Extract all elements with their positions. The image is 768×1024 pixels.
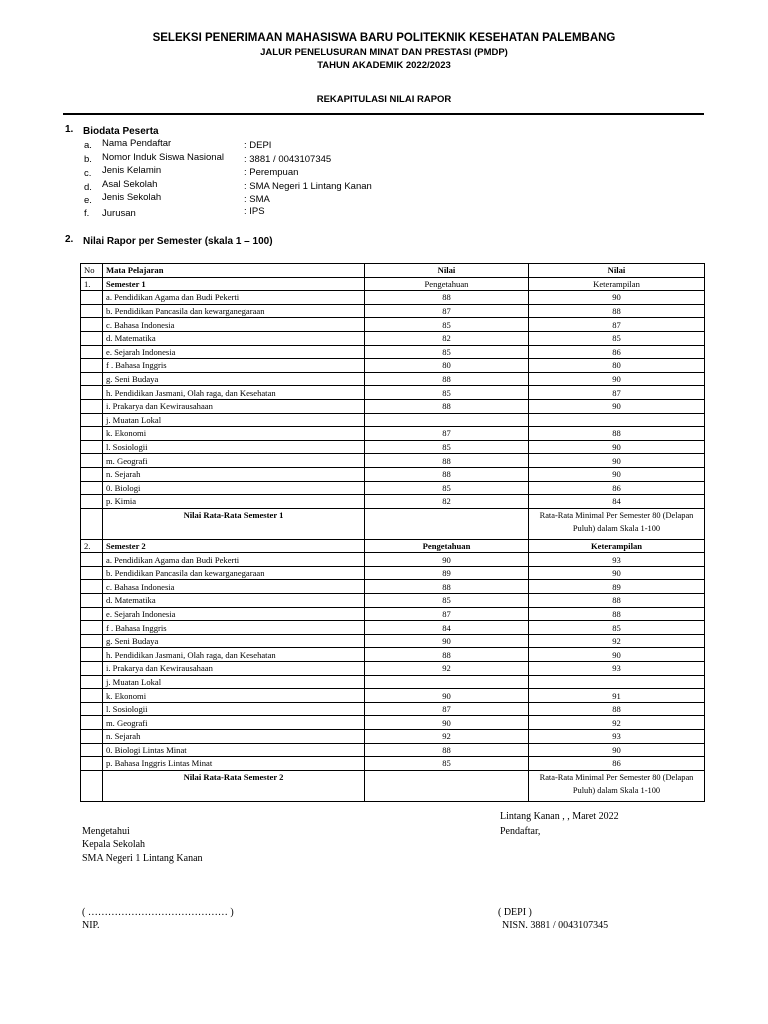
knowledge-score-cell: 80 <box>365 359 529 373</box>
knowledge-score-cell: 87 <box>365 702 529 716</box>
knowledge-score-cell: 85 <box>365 318 529 332</box>
skill-score-cell <box>529 675 705 689</box>
knowledge-score-cell: 82 <box>365 331 529 345</box>
semester-label: Semester 1 <box>103 277 365 291</box>
table-row <box>81 399 705 413</box>
row-no-cell <box>81 730 103 744</box>
bio-value-nisn: : 3881 / 0043107345 <box>244 154 332 165</box>
school-name: SMA Negeri 1 Lintang Kanan <box>82 853 203 864</box>
skill-score-cell: 86 <box>529 345 705 359</box>
skill-score-cell: 90 <box>529 467 705 481</box>
subject-cell: b. Pendidikan Pancasila dan kewarganegaraan <box>103 566 365 580</box>
row-no-cell <box>81 481 103 495</box>
subject-cell: c. Bahasa Indonesia <box>103 580 365 594</box>
subject-cell: c. Bahasa Indonesia <box>103 318 365 332</box>
table-row <box>81 716 705 730</box>
knowledge-score-cell: 88 <box>365 648 529 662</box>
bio-letter: b. <box>84 154 92 165</box>
subject-cell: m. Geografi <box>103 454 365 468</box>
skill-score-cell: 90 <box>529 399 705 413</box>
skill-score-cell: 88 <box>529 304 705 318</box>
average-label: Nilai Rata-Rata Semester 2 <box>103 770 365 801</box>
acknowledged-label: Mengetahui <box>82 826 130 837</box>
skill-score-cell: 85 <box>529 331 705 345</box>
skill-score-cell: 86 <box>529 757 705 771</box>
semester-number: 2. <box>81 539 103 553</box>
row-no-cell <box>81 304 103 318</box>
academic-year: TAHUN AKADEMIK 2022/2023 <box>317 60 451 71</box>
knowledge-score-cell: 85 <box>365 386 529 400</box>
bio-value-school-type: : SMA <box>244 194 270 205</box>
header-subject: Mata Pelajaran <box>103 264 365 278</box>
subject-cell: a. Pendidikan Agama dan Budi Pekerti <box>103 291 365 305</box>
bio-letter: d. <box>84 182 92 193</box>
row-no-cell <box>81 594 103 608</box>
registrant-name: ( DEPI ) <box>498 907 532 918</box>
semester-header-row <box>81 277 705 291</box>
row-no-cell <box>81 689 103 703</box>
knowledge-score-cell: 90 <box>365 634 529 648</box>
row-no-cell <box>81 291 103 305</box>
semester-header-row <box>81 539 705 553</box>
skill-score-cell: 91 <box>529 689 705 703</box>
row-no-cell <box>81 427 103 441</box>
skill-score-cell: 90 <box>529 648 705 662</box>
row-no-cell <box>81 386 103 400</box>
semester-label: Semester 2 <box>103 539 365 553</box>
recap-title: REKAPITULASI NILAI RAPOR <box>316 94 452 105</box>
subject-cell: l. Sosiologii <box>103 702 365 716</box>
section2-title: Nilai Rapor per Semester (skala 1 – 100) <box>83 236 273 247</box>
header-no: No <box>81 264 103 278</box>
row-no-cell <box>81 648 103 662</box>
table-row <box>81 689 705 703</box>
knowledge-score-cell: 89 <box>365 566 529 580</box>
bio-label-name: Nama Pendaftar <box>102 138 172 149</box>
knowledge-score-cell: 87 <box>365 607 529 621</box>
bio-label-school-type: Jenis Sekolah <box>102 192 162 203</box>
skill-score-cell: 86 <box>529 481 705 495</box>
knowledge-score-cell: 85 <box>365 757 529 771</box>
header-knowledge: Nilai <box>365 264 529 278</box>
knowledge-score-cell <box>365 675 529 689</box>
table-row <box>81 481 705 495</box>
row-no-cell <box>81 702 103 716</box>
skill-score-cell: 92 <box>529 634 705 648</box>
bio-value-name: : DEPI <box>244 140 272 151</box>
table-row <box>81 634 705 648</box>
skill-score-cell: 88 <box>529 427 705 441</box>
bio-letter: f. <box>84 208 90 219</box>
table-row <box>81 440 705 454</box>
subject-cell: n. Sejarah <box>103 730 365 744</box>
bio-letter: e. <box>84 195 92 206</box>
subject-cell: n. Sejarah <box>103 467 365 481</box>
table-row <box>81 702 705 716</box>
row-no-cell <box>81 553 103 567</box>
subject-cell: 0. Biologi Lintas Minat <box>103 743 365 757</box>
knowledge-score-cell: 88 <box>365 580 529 594</box>
table-row <box>81 304 705 318</box>
subject-cell: g. Seni Budaya <box>103 634 365 648</box>
knowledge-score-cell: 87 <box>365 427 529 441</box>
subject-cell: i. Prakarya dan Kewirausahaan <box>103 662 365 676</box>
row-no-cell <box>81 359 103 373</box>
principal-role: Kepala Sekolah <box>82 839 146 850</box>
table-row <box>81 386 705 400</box>
knowledge-score-cell: 85 <box>365 594 529 608</box>
skill-col-label: Keterampilan <box>529 539 705 553</box>
table-row <box>81 331 705 345</box>
subject-cell: i. Prakarya dan Kewirausahaan <box>103 399 365 413</box>
section1-title: Biodata Peserta <box>83 126 159 137</box>
doc-title: SELEKSI PENERIMAAN MAHASISWA BARU POLITEKNIK KESEHATAN PALEMBANG <box>152 32 616 44</box>
knowledge-score-cell: 90 <box>365 689 529 703</box>
skill-score-cell: 87 <box>529 386 705 400</box>
skill-score-cell: 88 <box>529 607 705 621</box>
knowledge-score-cell: 92 <box>365 662 529 676</box>
knowledge-score-cell: 88 <box>365 743 529 757</box>
skill-score-cell <box>529 413 705 427</box>
row-no-cell <box>81 467 103 481</box>
principal-signature-line: ( …………………………………… ) <box>82 907 234 918</box>
subject-cell: g. Seni Budaya <box>103 372 365 386</box>
subject-cell: h. Pendidikan Jasmani, Olah raga, dan Kesehatan <box>103 648 365 662</box>
row-no-cell <box>81 566 103 580</box>
row-no-cell <box>81 634 103 648</box>
table-row <box>81 495 705 509</box>
skill-score-cell: 88 <box>529 702 705 716</box>
subject-cell: p. Kimia <box>103 495 365 509</box>
avg-no-cell <box>81 770 103 801</box>
table-row <box>81 359 705 373</box>
header-divider <box>63 113 704 115</box>
average-note: Rata-Rata Minimal Per Semester 80 (Delapan Puluh) dalam Skala 1-100 <box>529 508 705 539</box>
knowledge-score-cell: 88 <box>365 372 529 386</box>
knowledge-score-cell: 90 <box>365 553 529 567</box>
bio-value-school: : SMA Negeri 1 Lintang Kanan <box>244 181 372 192</box>
row-no-cell <box>81 440 103 454</box>
skill-score-cell: 90 <box>529 291 705 305</box>
registrant-nisn: NISN. 3881 / 0043107345 <box>502 920 609 931</box>
row-no-cell <box>81 399 103 413</box>
semester-number: 1. <box>81 277 103 291</box>
table-row <box>81 757 705 771</box>
row-no-cell <box>81 757 103 771</box>
skill-score-cell: 90 <box>529 454 705 468</box>
row-no-cell <box>81 454 103 468</box>
table-row <box>81 454 705 468</box>
average-value-cell <box>365 770 529 801</box>
subject-cell: j. Muatan Lokal <box>103 675 365 689</box>
skill-score-cell: 93 <box>529 730 705 744</box>
subject-cell: h. Pendidikan Jasmani, Olah raga, dan Kesehatan <box>103 386 365 400</box>
row-no-cell <box>81 495 103 509</box>
table-row <box>81 743 705 757</box>
knowledge-score-cell: 88 <box>365 291 529 305</box>
skill-score-cell: 92 <box>529 716 705 730</box>
table-row <box>81 318 705 332</box>
grades-body <box>81 264 705 802</box>
subject-cell: e. Sejarah Indonesia <box>103 345 365 359</box>
bio-value-major: : IPS <box>244 206 265 217</box>
skill-score-cell: 90 <box>529 440 705 454</box>
row-no-cell <box>81 580 103 594</box>
skill-score-cell: 80 <box>529 359 705 373</box>
registrant-role: Pendaftar, <box>500 826 541 837</box>
skill-score-cell: 84 <box>529 495 705 509</box>
knowledge-score-cell: 84 <box>365 621 529 635</box>
table-row <box>81 413 705 427</box>
knowledge-score-cell: 85 <box>365 481 529 495</box>
skill-score-cell: 90 <box>529 566 705 580</box>
skill-score-cell: 93 <box>529 553 705 567</box>
skill-score-cell: 93 <box>529 662 705 676</box>
subject-cell: f . Bahasa Inggris <box>103 359 365 373</box>
subject-cell: e. Sejarah Indonesia <box>103 607 365 621</box>
bio-value-gender: : Perempuan <box>244 167 299 178</box>
knowledge-score-cell: 85 <box>365 440 529 454</box>
skill-score-cell: 90 <box>529 372 705 386</box>
row-no-cell <box>81 621 103 635</box>
avg-no-cell <box>81 508 103 539</box>
knowledge-score-cell: 87 <box>365 304 529 318</box>
row-no-cell <box>81 345 103 359</box>
bio-letter: c. <box>84 168 92 179</box>
knowledge-score-cell: 92 <box>365 730 529 744</box>
row-no-cell <box>81 662 103 676</box>
skill-score-cell: 87 <box>529 318 705 332</box>
average-row <box>81 770 705 801</box>
row-no-cell <box>81 675 103 689</box>
skill-score-cell: 85 <box>529 621 705 635</box>
knowledge-score-cell: 90 <box>365 716 529 730</box>
knowledge-score-cell: 88 <box>365 399 529 413</box>
table-row <box>81 566 705 580</box>
knowledge-col-label: Pengetahuan <box>365 539 529 553</box>
subject-cell: p. Bahasa Inggris Lintas Minat <box>103 757 365 771</box>
bio-label-gender: Jenis Kelamin <box>102 165 162 176</box>
skill-score-cell: 88 <box>529 594 705 608</box>
place-date: Lintang Kanan , , Maret 2022 <box>500 811 619 822</box>
table-row <box>81 372 705 386</box>
subject-cell: j. Muatan Lokal <box>103 413 365 427</box>
average-row <box>81 508 705 539</box>
subject-cell: a. Pendidikan Agama dan Budi Pekerti <box>103 553 365 567</box>
knowledge-score-cell <box>365 413 529 427</box>
skill-score-cell: 90 <box>529 743 705 757</box>
nip-label: NIP. <box>82 920 100 931</box>
knowledge-score-cell: 82 <box>365 495 529 509</box>
bio-label-major: Jurusan <box>102 208 136 219</box>
subject-cell: m. Geografi <box>103 716 365 730</box>
subject-cell: d. Matematika <box>103 594 365 608</box>
subject-cell: b. Pendidikan Pancasila dan kewarganegaraan <box>103 304 365 318</box>
subject-cell: k. Ekonomi <box>103 689 365 703</box>
table-header-row <box>81 264 705 278</box>
subject-cell: d. Matematika <box>103 331 365 345</box>
table-row <box>81 648 705 662</box>
average-note: Rata-Rata Minimal Per Semester 80 (Delapan Puluh) dalam Skala 1-100 <box>529 770 705 801</box>
subject-cell: l. Sosiologii <box>103 440 365 454</box>
table-row <box>81 662 705 676</box>
skill-col-label: Keterampilan <box>529 277 705 291</box>
table-row <box>81 675 705 689</box>
row-no-cell <box>81 743 103 757</box>
subject-cell: 0. Biologi <box>103 481 365 495</box>
row-no-cell <box>81 607 103 621</box>
table-row <box>81 553 705 567</box>
grades-table <box>80 263 705 802</box>
table-row <box>81 580 705 594</box>
section1-number: 1. <box>65 124 74 135</box>
table-row <box>81 427 705 441</box>
skill-score-cell: 89 <box>529 580 705 594</box>
subject-cell: k. Ekonomi <box>103 427 365 441</box>
table-row <box>81 730 705 744</box>
row-no-cell <box>81 413 103 427</box>
table-row <box>81 291 705 305</box>
bio-letter: a. <box>84 140 92 151</box>
knowledge-score-cell: 88 <box>365 467 529 481</box>
subject-cell: f . Bahasa Inggris <box>103 621 365 635</box>
table-row <box>81 607 705 621</box>
table-row <box>81 345 705 359</box>
row-no-cell <box>81 331 103 345</box>
knowledge-score-cell: 88 <box>365 454 529 468</box>
table-row <box>81 621 705 635</box>
row-no-cell <box>81 318 103 332</box>
row-no-cell <box>81 372 103 386</box>
average-label: Nilai Rata-Rata Semester 1 <box>103 508 365 539</box>
average-value-cell <box>365 508 529 539</box>
bio-label-nisn: Nomor Induk Siswa Nasional <box>102 152 224 163</box>
bio-label-school: Asal Sekolah <box>102 179 158 190</box>
section2-number: 2. <box>65 234 74 245</box>
row-no-cell <box>81 716 103 730</box>
header-skill: Nilai <box>529 264 705 278</box>
knowledge-score-cell: 85 <box>365 345 529 359</box>
table-row <box>81 594 705 608</box>
table-row <box>81 467 705 481</box>
knowledge-col-label: Pengetahuan <box>365 277 529 291</box>
doc-subtitle: JALUR PENELUSURAN MINAT DAN PRESTASI (PMDP) <box>260 47 508 58</box>
